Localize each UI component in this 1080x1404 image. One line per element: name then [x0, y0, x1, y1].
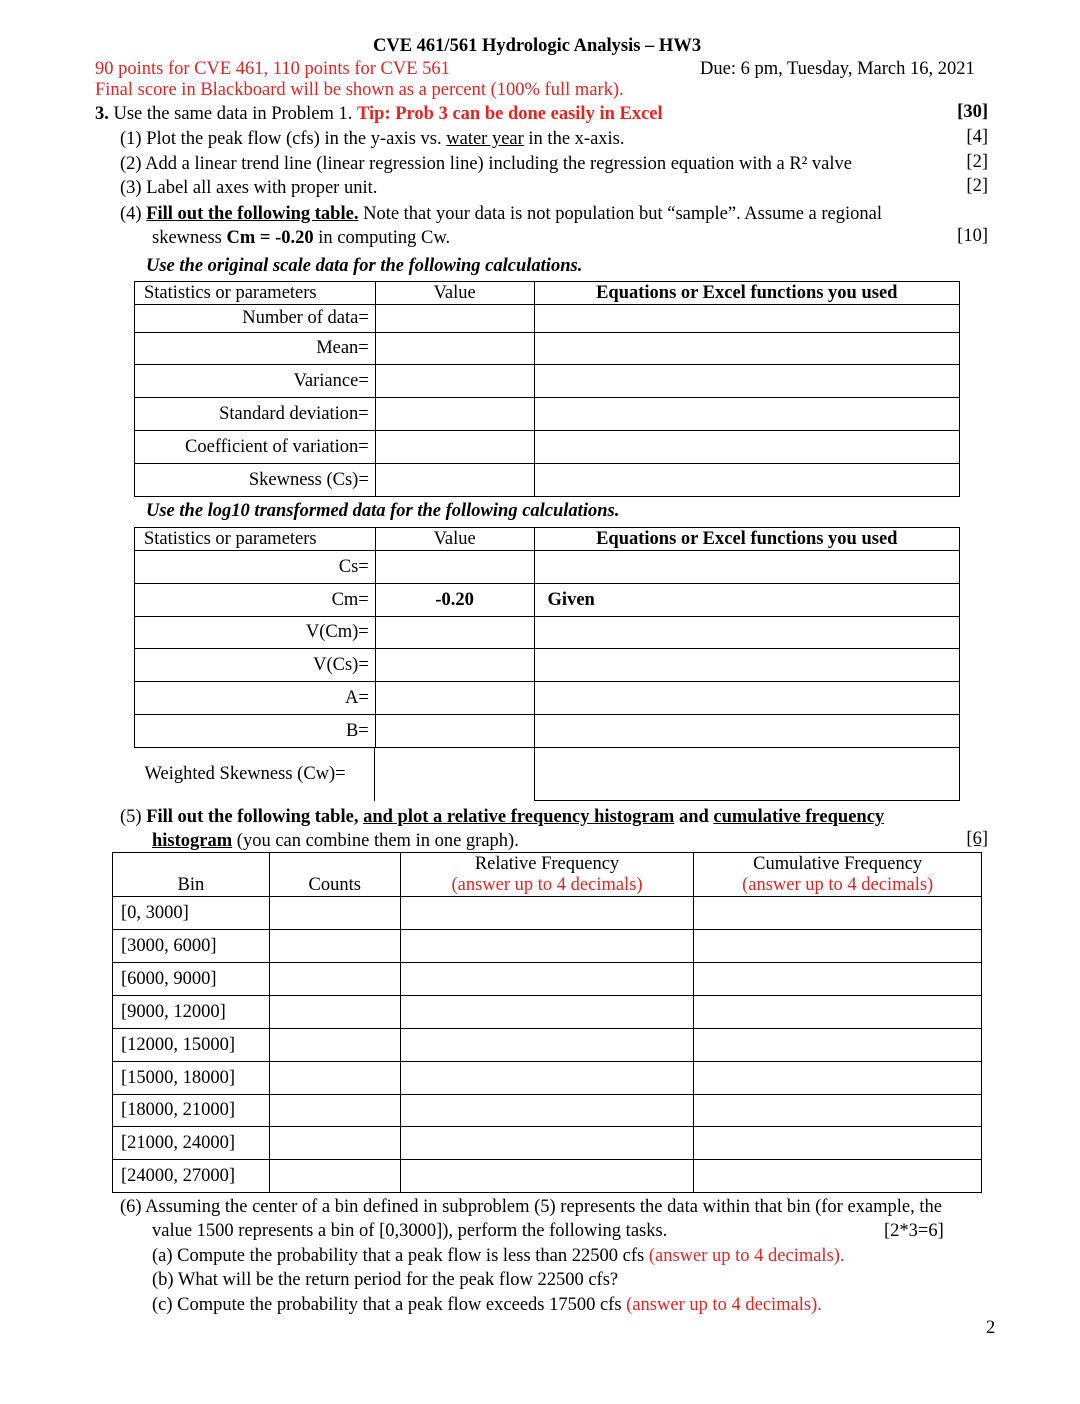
- table3-rel: [400, 996, 694, 1029]
- table3-counts: [269, 897, 400, 930]
- table2-eq: [534, 649, 959, 682]
- table1-caption: Use the original scale data for the following calculations.: [146, 256, 583, 276]
- table1-eq: [534, 365, 959, 398]
- table2-value: -0.20: [375, 584, 534, 617]
- problem-number: 3.: [95, 104, 109, 124]
- item-5-ul-3: histogram: [152, 831, 233, 851]
- table1-header-value: Value: [375, 282, 534, 305]
- item-4-line2-text: skewness: [152, 228, 227, 248]
- table1-value: [375, 365, 534, 398]
- item-2-points: [2]: [966, 152, 988, 172]
- table1-label: Skewness (Cs)=: [135, 464, 376, 497]
- item-5-points: [6]: [966, 829, 988, 849]
- table3-rel: [400, 1062, 694, 1095]
- item-5: [120, 805, 884, 829]
- table3-counts: [269, 1095, 400, 1127]
- table3-header-bin: Bin: [113, 853, 270, 897]
- table1-eq: [534, 398, 959, 431]
- table1-value: [375, 398, 534, 431]
- table-histogram: [112, 852, 982, 1193]
- table-log-stats: [134, 527, 960, 801]
- item-5-bold: Fill out the following table,: [146, 807, 364, 827]
- table3-cum: [694, 1127, 982, 1160]
- table2-label: B=: [135, 715, 376, 748]
- item-5-rest: (you can combine them in one graph).: [232, 831, 519, 851]
- table1-header-stat: Statistics or parameters: [135, 282, 376, 305]
- table3-cum: [694, 996, 982, 1029]
- table3-header-cum-title: Cumulative Frequency: [753, 853, 923, 874]
- item-1-text: (1) Plot the peak flow (cfs) in the y-axis vs.: [120, 129, 447, 149]
- table3-rel: [400, 1160, 694, 1193]
- item-6c-note: (answer up to 4 decimals).: [626, 1295, 822, 1315]
- table2-weighted-label: Weighted Skewness (Cw)=: [135, 748, 535, 801]
- item-5-line2: [152, 829, 519, 853]
- table3-header-cum-note: (answer up to 4 decimals): [742, 874, 934, 895]
- item-5-ul-1: and plot a relative frequency histogram: [363, 807, 675, 827]
- table3-counts: [269, 930, 400, 963]
- item-4-text: Note that your data is not population but “sample”. Assume a regional: [358, 204, 882, 224]
- table3-header-rel-note: (answer up to 4 decimals): [451, 874, 643, 895]
- item-6a-text: (a) Compute the probability that a peak flow is less than 22500 cfs: [152, 1246, 649, 1266]
- table2-label: A=: [135, 682, 376, 715]
- page-number: 2: [986, 1318, 996, 1338]
- table3-rel: [400, 963, 694, 996]
- table3-header-rel-title: Relative Frequency: [474, 853, 620, 874]
- item-6-line1: (6) Assuming the center of a bin defined in subproblem (5) represents the data within that bin (for example, the: [120, 1197, 942, 1217]
- item-6a-note: (answer up to 4 decimals).: [648, 1246, 845, 1266]
- table2-caption: Use the log10 transformed data for the following calculations.: [146, 501, 620, 521]
- table1-label: Standard deviation=: [135, 398, 376, 431]
- table2-eq: [534, 715, 959, 748]
- item-3-points: [2]: [966, 176, 988, 196]
- table1-eq: [534, 333, 959, 365]
- table2-value: [375, 715, 534, 748]
- item-3: (3) Label all axes with proper unit.: [120, 178, 378, 198]
- table3-cum: [694, 930, 982, 963]
- item-4-points: [10]: [957, 226, 988, 246]
- table2-eq: Given: [534, 584, 959, 617]
- table1-eq: [534, 431, 959, 464]
- table1-value: [375, 464, 534, 497]
- item-5-number: (5): [120, 807, 147, 827]
- table1-value: [375, 333, 534, 365]
- table1-value: [375, 305, 534, 333]
- table2-eq: [534, 617, 959, 649]
- table3-cum: [694, 897, 982, 930]
- table2-weighted-eq: [534, 748, 959, 801]
- table3-bin: [24000, 27000]: [113, 1160, 270, 1193]
- table3-bin: [15000, 18000]: [113, 1062, 270, 1095]
- table2-value: [375, 682, 534, 715]
- table3-rel: [400, 897, 694, 930]
- table3-bin: [6000, 9000]: [113, 963, 270, 996]
- table1-label: Number of data=: [135, 305, 376, 333]
- table3-header-cum: [694, 853, 982, 897]
- table3-header-rel: [400, 853, 694, 897]
- table2-eq: [534, 682, 959, 715]
- item-6c-text: (c) Compute the probability that a peak flow exceeds 17500 cfs: [152, 1295, 627, 1315]
- table2-label: Cm=: [135, 584, 376, 617]
- table3-bin: [9000, 12000]: [113, 996, 270, 1029]
- item-4-line2: [152, 226, 450, 250]
- problem-points: [30]: [957, 102, 988, 122]
- table3-cum: [694, 1095, 982, 1127]
- table2-divider: [374, 747, 375, 801]
- table3-bin: [3000, 6000]: [113, 930, 270, 963]
- page-title: CVE 461/561 Hydrologic Analysis – HW3: [373, 36, 702, 56]
- item-4-line2-end: in computing Cw.: [313, 228, 451, 248]
- table3-rel: [400, 1095, 694, 1127]
- table1-eq: [534, 464, 959, 497]
- table3-bin: [21000, 24000]: [113, 1127, 270, 1160]
- table3-bin: [0, 3000]: [113, 897, 270, 930]
- table3-counts: [269, 1029, 400, 1062]
- table3-rel: [400, 930, 694, 963]
- item-6c: [152, 1293, 822, 1317]
- table3-counts: [269, 1127, 400, 1160]
- table3-header-counts: Counts: [269, 853, 400, 897]
- item-1-underlined: water year: [446, 129, 524, 149]
- table3-cum: [694, 1160, 982, 1193]
- item-1: [120, 127, 625, 151]
- table2-header-value: Value: [375, 528, 534, 551]
- item-6-line2: value 1500 represents a bin of [0,3000]), perform the following tasks.: [152, 1221, 668, 1241]
- table3-counts: [269, 996, 400, 1029]
- table3-bin: [12000, 15000]: [113, 1029, 270, 1062]
- table1-eq: [534, 305, 959, 333]
- table2-eq: [534, 551, 959, 584]
- table3-cum: [694, 1062, 982, 1095]
- table2-label: Cs=: [135, 551, 376, 584]
- table-original-stats: [134, 281, 960, 497]
- table1-value: [375, 431, 534, 464]
- problem-intro: [95, 102, 663, 126]
- score-note: Final score in Blackboard will be shown as a percent (100% full mark).: [95, 80, 624, 100]
- item-6-points: [2*3=6]: [884, 1221, 944, 1241]
- table3-counts: [269, 1062, 400, 1095]
- item-4-number: (4): [120, 204, 147, 224]
- item-1-text-end: in the x-axis.: [523, 129, 625, 149]
- problem-intro-text: Use the same data in Problem 1.: [113, 104, 353, 124]
- table3-counts: [269, 1160, 400, 1193]
- table2-value: [375, 617, 534, 649]
- table3-rel: [400, 1127, 694, 1160]
- item-5-and: and: [674, 807, 714, 827]
- table3-counts: [269, 963, 400, 996]
- item-4: [120, 202, 882, 226]
- due-date: Due: 6 pm, Tuesday, March 16, 2021: [700, 59, 975, 79]
- table3-cum: [694, 963, 982, 996]
- table2-value: [375, 649, 534, 682]
- points-note: 90 points for CVE 461, 110 points for CVE 561: [95, 59, 450, 79]
- item-6a: [152, 1244, 845, 1268]
- table2-header-stat: Statistics or parameters: [135, 528, 376, 551]
- table2-label: V(Cm)=: [135, 617, 376, 649]
- item-4-cm: Cm = -0.20: [226, 228, 314, 248]
- table1-label: Coefficient of variation=: [135, 431, 376, 464]
- item-6b: (b) What will be the return period for the peak flow 22500 cfs?: [152, 1270, 619, 1290]
- table2-label: V(Cs)=: [135, 649, 376, 682]
- problem-tip: Tip: Prob 3 can be done easily in Excel: [357, 104, 663, 124]
- table1-label: Mean=: [135, 333, 376, 365]
- table1-label: Variance=: [135, 365, 376, 398]
- table2-value: [375, 551, 534, 584]
- table3-rel: [400, 1029, 694, 1062]
- item-2: (2) Add a linear trend line (linear regression line) including the regression equation with a R² valve: [120, 154, 852, 174]
- table3-cum: [694, 1029, 982, 1062]
- item-1-points: [4]: [966, 127, 988, 147]
- item-4-underlined: Fill out the following table.: [146, 204, 359, 224]
- table1-header-eq: Equations or Excel functions you used: [534, 282, 959, 305]
- table3-bin: [18000, 21000]: [113, 1095, 270, 1127]
- item-5-ul-2: cumulative frequency: [713, 807, 885, 827]
- table2-header-eq: Equations or Excel functions you used: [534, 528, 959, 551]
